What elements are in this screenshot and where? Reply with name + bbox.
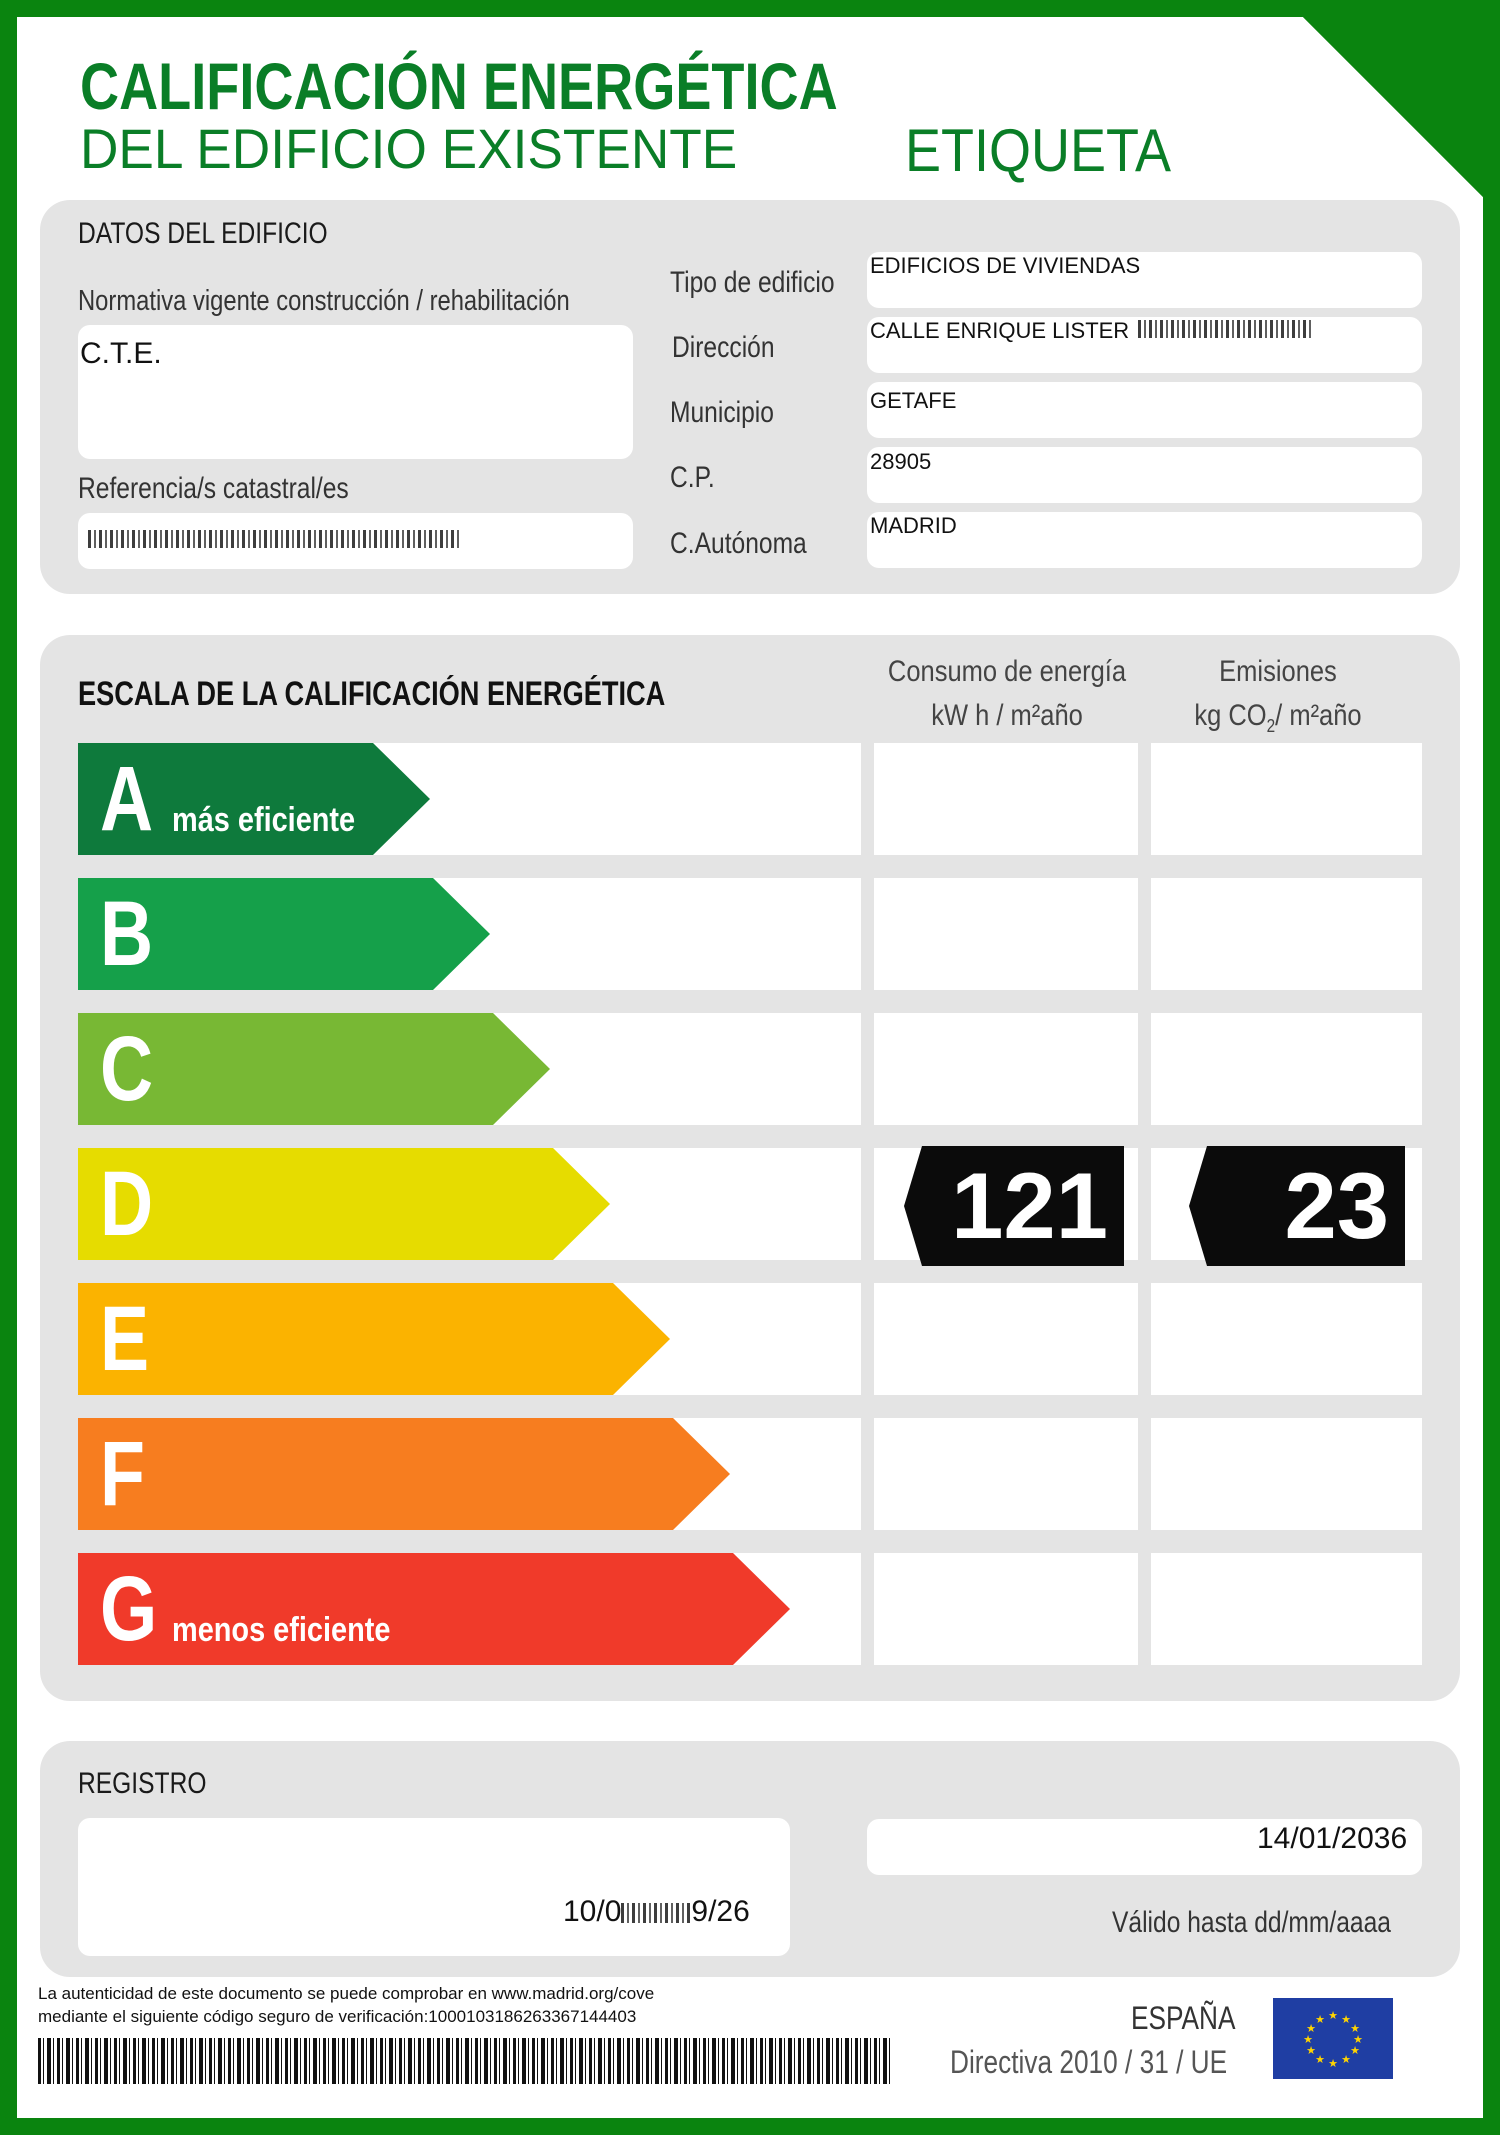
energy-header-line1: Consumo de energía <box>887 655 1127 688</box>
registro-field <box>78 1818 790 1956</box>
registro-redacted <box>621 1903 691 1923</box>
grade-arrow-f <box>78 1418 733 1530</box>
grade-letter: B <box>100 883 154 985</box>
tipo-value: EDIFICIOS DE VIVIENDAS <box>870 253 1141 278</box>
svg-text:★: ★ <box>1328 2057 1338 2070</box>
grade-arrow-shape <box>78 1148 613 1260</box>
energy-column-header <box>880 650 1135 738</box>
grade-arrow-c <box>78 1013 553 1125</box>
normativa-label: Normativa vigente construcción / rehabilitación <box>78 285 570 317</box>
svg-text:★: ★ <box>1341 2013 1351 2026</box>
svg-text:★: ★ <box>1328 2009 1338 2022</box>
grade-letter: E <box>100 1288 150 1390</box>
emissions-cell <box>1151 878 1422 990</box>
energy-cell <box>874 878 1138 990</box>
emissions-header-line1: Emisiones <box>1219 655 1337 688</box>
grade-letter: C <box>100 1018 154 1120</box>
energy-cell <box>874 1418 1138 1530</box>
title-line-1: CALIFICACIÓN ENERGÉTICA <box>80 49 838 123</box>
emissions-cell <box>1151 743 1422 855</box>
grade-arrow-fill <box>78 1148 610 1260</box>
grade-note: menos eficiente <box>172 1611 391 1649</box>
municipio-label: Municipio <box>670 396 774 429</box>
emissions-unit-sub: 2 <box>1266 716 1276 736</box>
grade-arrow-d <box>78 1148 613 1260</box>
grade-arrow-a <box>78 743 433 855</box>
autonoma-value: MADRID <box>870 513 957 538</box>
scale-title: ESCALA DE LA CALIFICACIÓN ENERGÉTICA <box>78 675 666 713</box>
normativa-value: C.T.E. <box>80 337 162 370</box>
direccion-label: Dirección <box>672 331 775 364</box>
registro-value-end: 9/26 <box>691 1895 750 1928</box>
svg-text:★: ★ <box>1306 2044 1316 2057</box>
svg-text:★: ★ <box>1315 2013 1325 2026</box>
building-section-title: DATOS DEL EDIFICIO <box>78 217 328 250</box>
cp-field <box>867 447 1422 503</box>
catastral-label: Referencia/s catastral/es <box>78 472 349 505</box>
grade-arrow-shape <box>78 1418 733 1530</box>
registro-value <box>563 1895 750 1929</box>
catastral-redacted <box>88 530 460 548</box>
grade-letter: G <box>100 1558 158 1660</box>
footer-line-1: La autenticidad de este documento se puede comprobar en www.madrid.org/cove <box>38 1984 655 2003</box>
svg-text:★: ★ <box>1315 2053 1325 2066</box>
energy-rating-badge <box>904 1146 1124 1266</box>
country-label: ESPAÑA <box>1131 2000 1236 2036</box>
emissions-cell <box>1151 1013 1422 1125</box>
energy-cell <box>874 743 1138 855</box>
direccion-redacted <box>1138 320 1313 338</box>
grade-arrow-fill <box>78 1283 670 1395</box>
grade-arrow-b <box>78 878 493 990</box>
emissions-header-line2 <box>1151 694 1406 748</box>
grade-arrow-fill <box>78 1418 730 1530</box>
verification-barcode <box>38 2038 890 2084</box>
registro-value-start: 10/0 <box>563 1895 622 1928</box>
energy-header-line2: kW h / m²año <box>931 699 1083 732</box>
emissions-column-header <box>1151 650 1406 748</box>
grade-letter: F <box>100 1423 145 1525</box>
municipio-value: GETAFE <box>870 388 957 413</box>
svg-text:★: ★ <box>1341 2053 1351 2066</box>
emissions-cell <box>1151 1283 1422 1395</box>
svg-text:★: ★ <box>1306 2022 1316 2035</box>
direccion-value: CALLE ENRIQUE LISTER <box>870 318 1130 343</box>
svg-text:★: ★ <box>1303 2033 1313 2046</box>
footer-line-2: mediante el siguiente código seguro de verificación:1000103186263367144403 <box>38 2007 637 2026</box>
grade-letter: A <box>100 748 154 850</box>
eu-flag-icon <box>1273 1998 1393 2079</box>
tipo-label: Tipo de edificio <box>670 266 835 299</box>
svg-text:★: ★ <box>1350 2022 1360 2035</box>
title-line-2: DEL EDIFICIO EXISTENTE <box>80 117 738 180</box>
energy-cell <box>874 1283 1138 1395</box>
energy-cell <box>874 1013 1138 1125</box>
valid-label: Válido hasta dd/mm/aaaa <box>1112 1906 1391 1939</box>
eu-stars <box>1273 1998 1393 2079</box>
emissions-cell <box>1151 1553 1422 1665</box>
emissions-cell <box>1151 1418 1422 1530</box>
autonoma-label: C.Autónoma <box>670 527 807 560</box>
grade-arrow-g <box>78 1553 793 1665</box>
grade-arrow-e <box>78 1283 673 1395</box>
emissions-rating-badge-value: 23 <box>1284 1153 1389 1258</box>
svg-text:★: ★ <box>1353 2033 1363 2046</box>
energy-cell <box>874 1553 1138 1665</box>
etiqueta-label: ETIQUETA <box>905 117 1172 184</box>
cp-label: C.P. <box>670 461 715 494</box>
svg-text:★: ★ <box>1350 2044 1360 2057</box>
grade-arrow-shape <box>78 1283 673 1395</box>
grade-letter: D <box>100 1153 154 1255</box>
emissions-unit-a: kg CO <box>1194 699 1267 732</box>
energy-rating-badge-value: 121 <box>951 1153 1108 1258</box>
valid-date-value: 14/01/2036 <box>1257 1822 1408 1855</box>
cp-value: 28905 <box>870 449 932 474</box>
registro-title: REGISTRO <box>78 1767 207 1800</box>
emissions-unit-b: / m²año <box>1275 699 1362 732</box>
grade-note: más eficiente <box>172 801 356 839</box>
directive-label: Directiva 2010 / 31 / UE <box>950 2044 1228 2080</box>
emissions-rating-badge <box>1189 1146 1405 1266</box>
